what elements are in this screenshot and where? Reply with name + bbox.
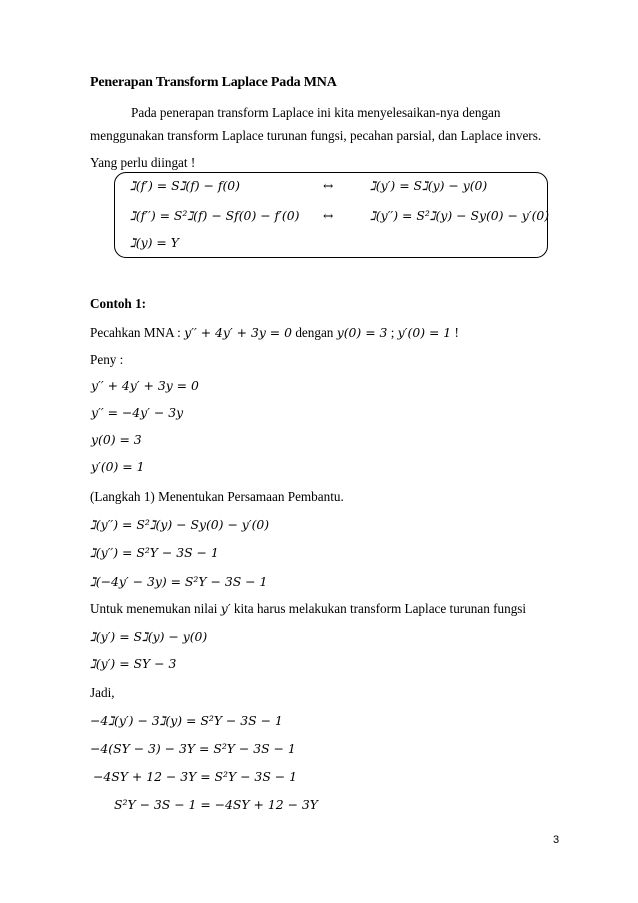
equation-5: ℷ(𝑦′′) = 𝑆²ℷ(𝑦) − 𝑆𝑦(0) − 𝑦′(0) [90, 517, 270, 532]
equation-6: ℷ(𝑦′′) = 𝑆²𝑌 − 3𝑆 − 1 [90, 545, 219, 560]
find-text-b: kita harus melakukan transform Laplace turunan fungsi [230, 601, 527, 616]
intro-line-1: Pada penerapan transform Laplace ini kita menyelesaikan-nya dengan [131, 105, 501, 120]
box-row1-right: ℷ(𝑦′) = 𝑆ℷ(𝑦) − 𝑦(0) [370, 178, 488, 193]
find-sentence [90, 601, 526, 617]
problem-condition-2: 𝑦′(0) = 1 [397, 325, 452, 340]
problem-condition-1: 𝑦(0) = 3 [336, 325, 388, 340]
equation-9: ℷ(𝑦′) = 𝑆𝑌 − 3 [90, 656, 177, 671]
problem-end: ! [451, 325, 459, 340]
equation-10: −4ℷ(𝑦′) − 3ℷ(𝑦) = 𝑆²𝑌 − 3𝑆 − 1 [90, 713, 283, 728]
equation-12: −4𝑆𝑌 + 12 − 3𝑌 = 𝑆²𝑌 − 3𝑆 − 1 [93, 769, 297, 784]
box-row2-arrow: ↔ [323, 208, 334, 223]
box-row2-right: ℷ(𝑦′′) = 𝑆²ℷ(𝑦) − 𝑆𝑦(0) − 𝑦′(0) [370, 208, 550, 223]
box-row2-left: ℷ(𝑓′′) = 𝑆²ℷ(𝑓) − 𝑆𝑓(0) − 𝑓′(0) [130, 208, 300, 223]
remember-label: Yang perlu diingat ! [90, 155, 196, 170]
equation-1: 𝑦′′ + 4𝑦′ + 3𝑦 = 0 [91, 378, 199, 393]
problem-separator: ; [387, 325, 398, 340]
intro-line-2: menggunakan transform Laplace turunan fungsi, pecahan parsial, dan Laplace invers. [90, 128, 542, 143]
page-number: 3 [553, 834, 560, 846]
step-1-label: (Langkah 1) Menentukan Persamaan Pembantu. [90, 489, 344, 504]
problem-text: Pecahkan MNA : [90, 325, 185, 340]
example-title: Contoh 1: [90, 296, 147, 311]
problem-equation: 𝑦′′ + 4𝑦′ + 3𝑦 = 0 [184, 325, 293, 340]
equation-4: 𝑦′(0) = 1 [91, 459, 145, 474]
find-text-a: Untuk menemukan nilai [90, 601, 221, 616]
equation-3: 𝑦(0) = 3 [91, 432, 142, 447]
equation-8: ℷ(𝑦′) = 𝑆ℷ(𝑦) − 𝑦(0) [90, 629, 208, 644]
peny-label: Peny : [90, 352, 124, 367]
box-row1-left: ℷ(𝑓′) = 𝑆ℷ(𝑓) − 𝑓(0) [130, 178, 241, 193]
box-row1-arrow: ↔ [323, 178, 334, 193]
box-row3: ℷ(𝑦) = 𝑌 [130, 235, 179, 250]
equation-11: −4(𝑆𝑌 − 3) − 3𝑌 = 𝑆²𝑌 − 3𝑆 − 1 [90, 741, 296, 756]
equation-7: ℷ(−4𝑦′ − 3𝑦) = 𝑆²𝑌 − 3𝑆 − 1 [90, 574, 268, 589]
problem-statement [90, 325, 459, 341]
problem-mid: dengan [292, 325, 337, 340]
jadi-label: Jadi, [90, 685, 115, 700]
equation-13: 𝑆²𝑌 − 3𝑆 − 1 = −4𝑆𝑌 + 12 − 3𝑌 [114, 797, 318, 812]
equation-2: 𝑦′′ = −4𝑦′ − 3𝑦 [91, 405, 184, 420]
section-heading: Penerapan Transform Laplace Pada MNA [90, 75, 337, 90]
find-variable: 𝑦′ [220, 601, 231, 616]
